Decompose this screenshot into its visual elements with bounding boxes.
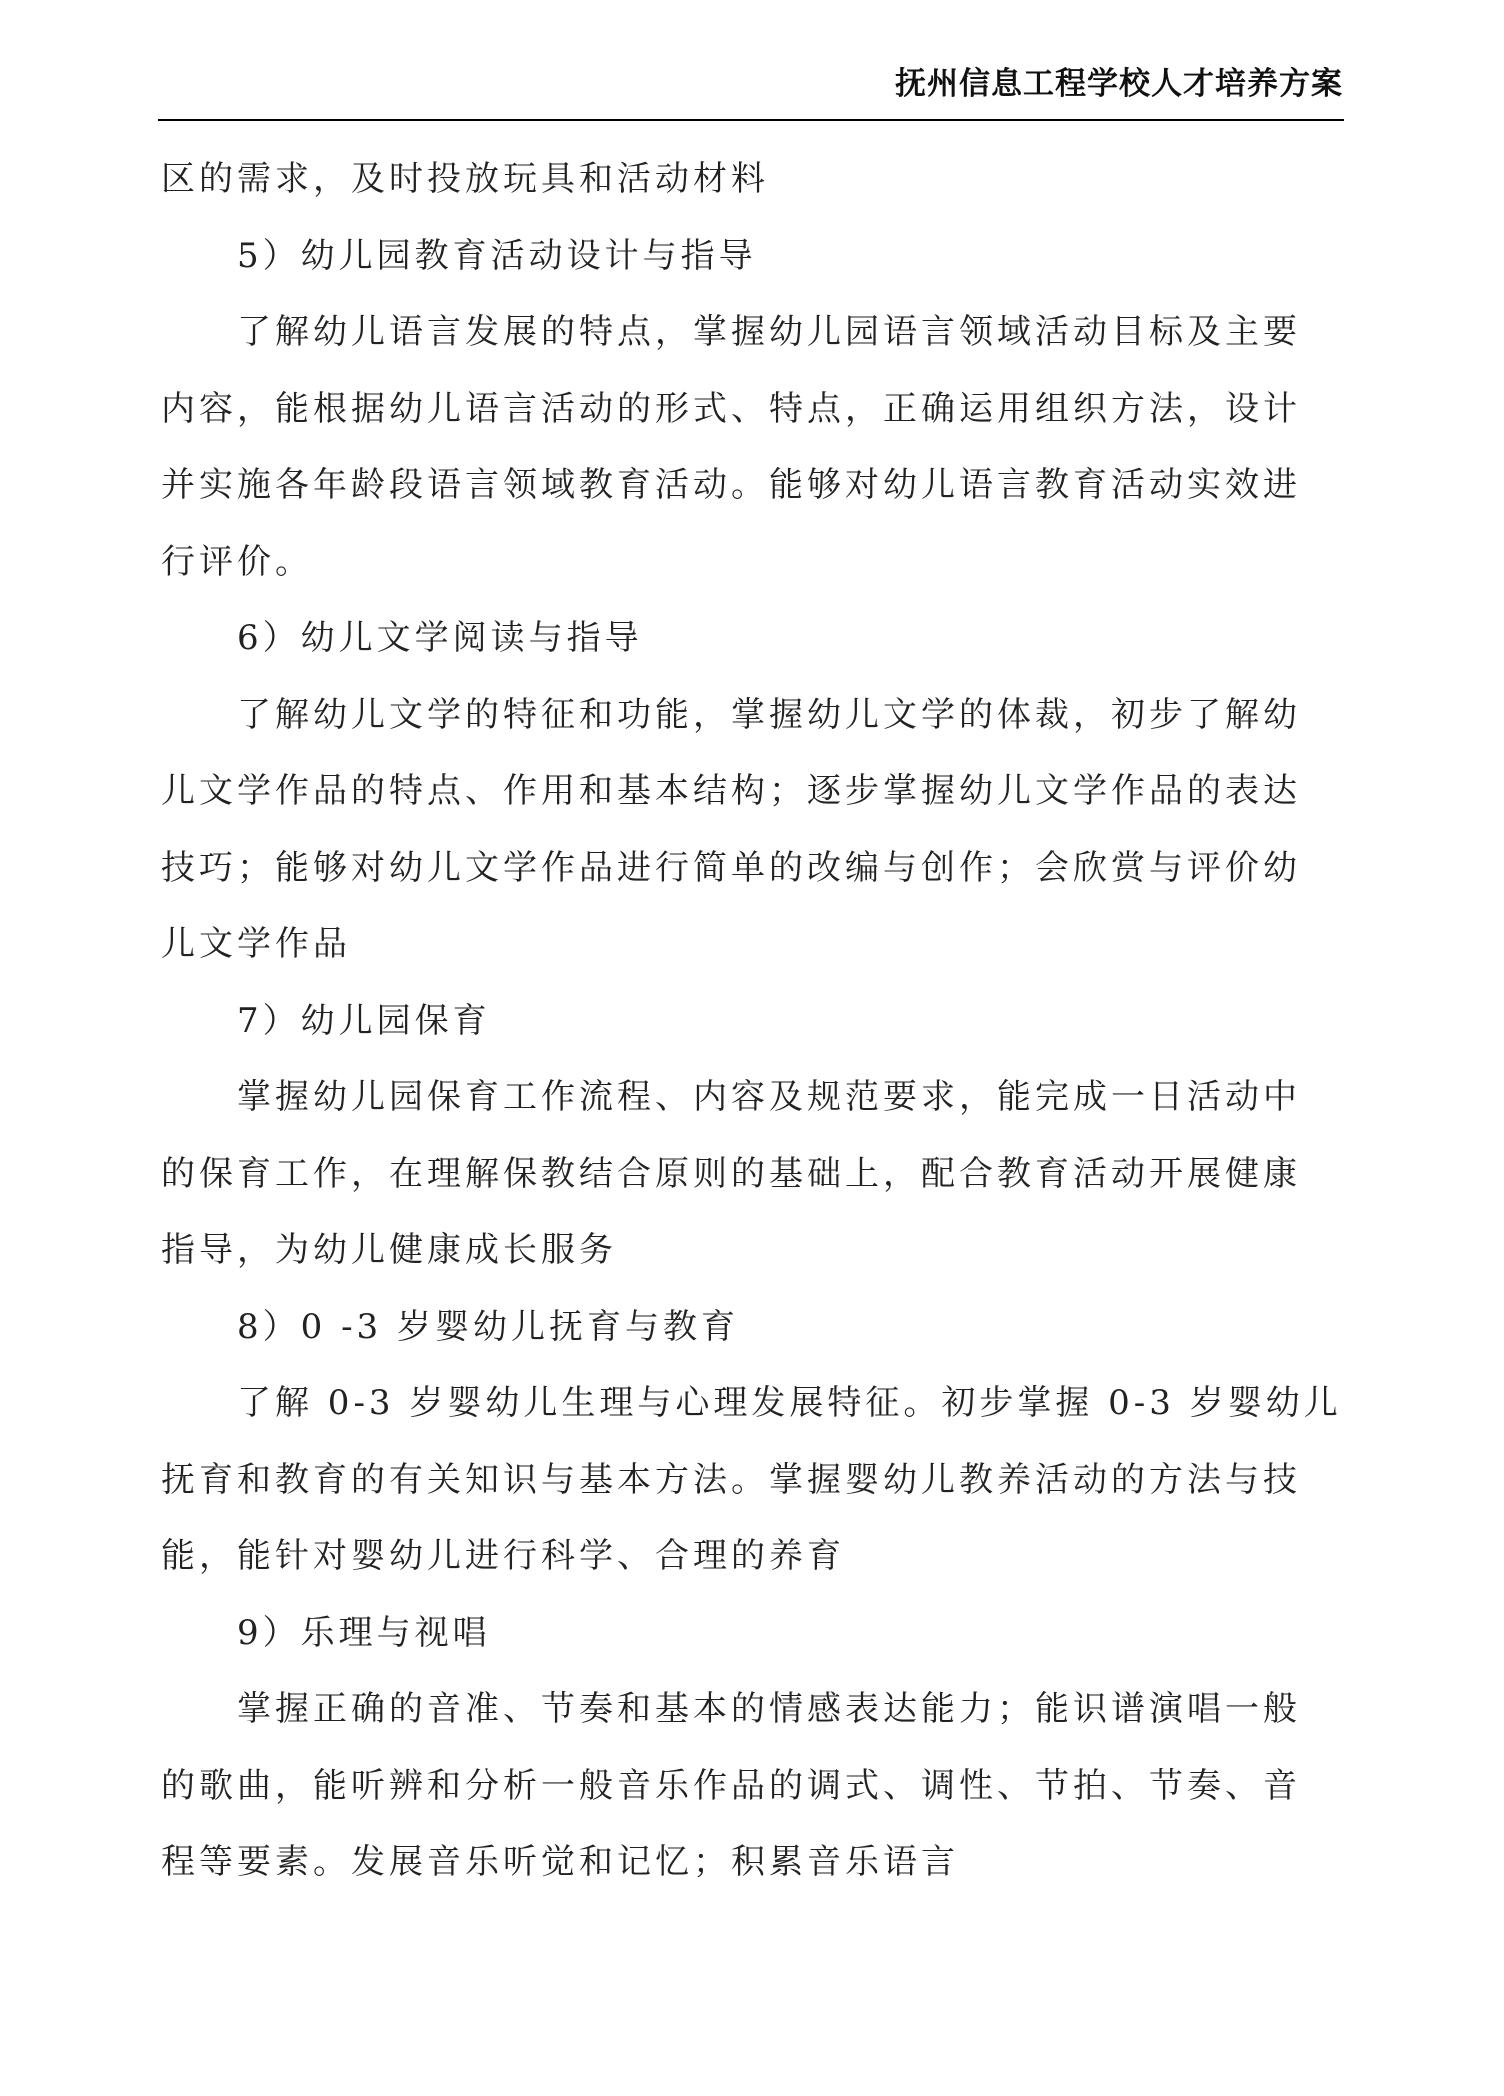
paragraph-line: 抚育和教育的有关知识与基本方法。掌握婴幼儿教养活动的方法与技: [161, 1459, 1301, 1500]
paragraph-line: 了解幼儿文学的特征和功能，掌握幼儿文学的体裁，初步了解幼: [237, 694, 1301, 735]
header-divider: [158, 119, 1344, 121]
paragraph-line: 的保育工作，在理解保教结合原则的基础上，配合教育活动开展健康: [161, 1153, 1301, 1194]
section-heading-7: 7）幼儿园保育: [237, 1000, 491, 1041]
section-heading-8: 8）0 -3 岁婴幼儿抚育与教育: [237, 1306, 739, 1347]
paragraph-line: 内容，能根据幼儿语言活动的形式、特点，正确运用组织方法，设计: [161, 388, 1301, 429]
paragraph-line: 并实施各年龄段语言领域教育活动。能够对幼儿语言教育活动实效进: [161, 465, 1301, 505]
paragraph-line: 行评价。: [161, 541, 313, 582]
paragraph-line: 能，能针对婴幼儿进行科学、合理的养育: [161, 1536, 845, 1576]
paragraph-line: 程等要素。发展音乐听觉和记忆；积累音乐语言: [161, 1842, 959, 1882]
paragraph-line: 掌握正确的音准、节奏和基本的情感表达能力；能识谱演唱一般: [237, 1689, 1301, 1729]
page-header-title: 抚州信息工程学校人才培养方案: [895, 66, 1343, 102]
paragraph-line: 区的需求，及时投放玩具和活动材料: [161, 159, 769, 199]
section-heading-5: 5）幼儿园教育活动设计与指导: [237, 235, 757, 276]
paragraph-line: 的歌曲，能听辨和分析一般音乐作品的调式、调性、节拍、节奏、音: [161, 1765, 1301, 1806]
paragraph-line: 技巧；能够对幼儿文学作品进行简单的改编与创作；会欣赏与评价幼: [161, 847, 1301, 888]
paragraph-line: 儿文学作品的特点、作用和基本结构；逐步掌握幼儿文学作品的表达: [161, 771, 1301, 811]
paragraph-line: 儿文学作品: [161, 924, 351, 964]
paragraph-line: 指导，为幼儿健康成长服务: [161, 1230, 617, 1270]
paragraph-line: 了解 0-3 岁婴幼儿生理与心理发展特征。初步掌握 0-3 岁婴幼儿: [237, 1383, 1342, 1423]
paragraph-line: 了解幼儿语言发展的特点，掌握幼儿园语言领域活动目标及主要: [237, 312, 1301, 352]
document-body: [161, 154, 1351, 1914]
paragraph-line: 掌握幼儿园保育工作流程、内容及规范要求，能完成一日活动中: [237, 1077, 1301, 1117]
section-heading-9: 9）乐理与视唱: [237, 1612, 491, 1653]
section-heading-6: 6）幼儿文学阅读与指导: [237, 618, 643, 658]
